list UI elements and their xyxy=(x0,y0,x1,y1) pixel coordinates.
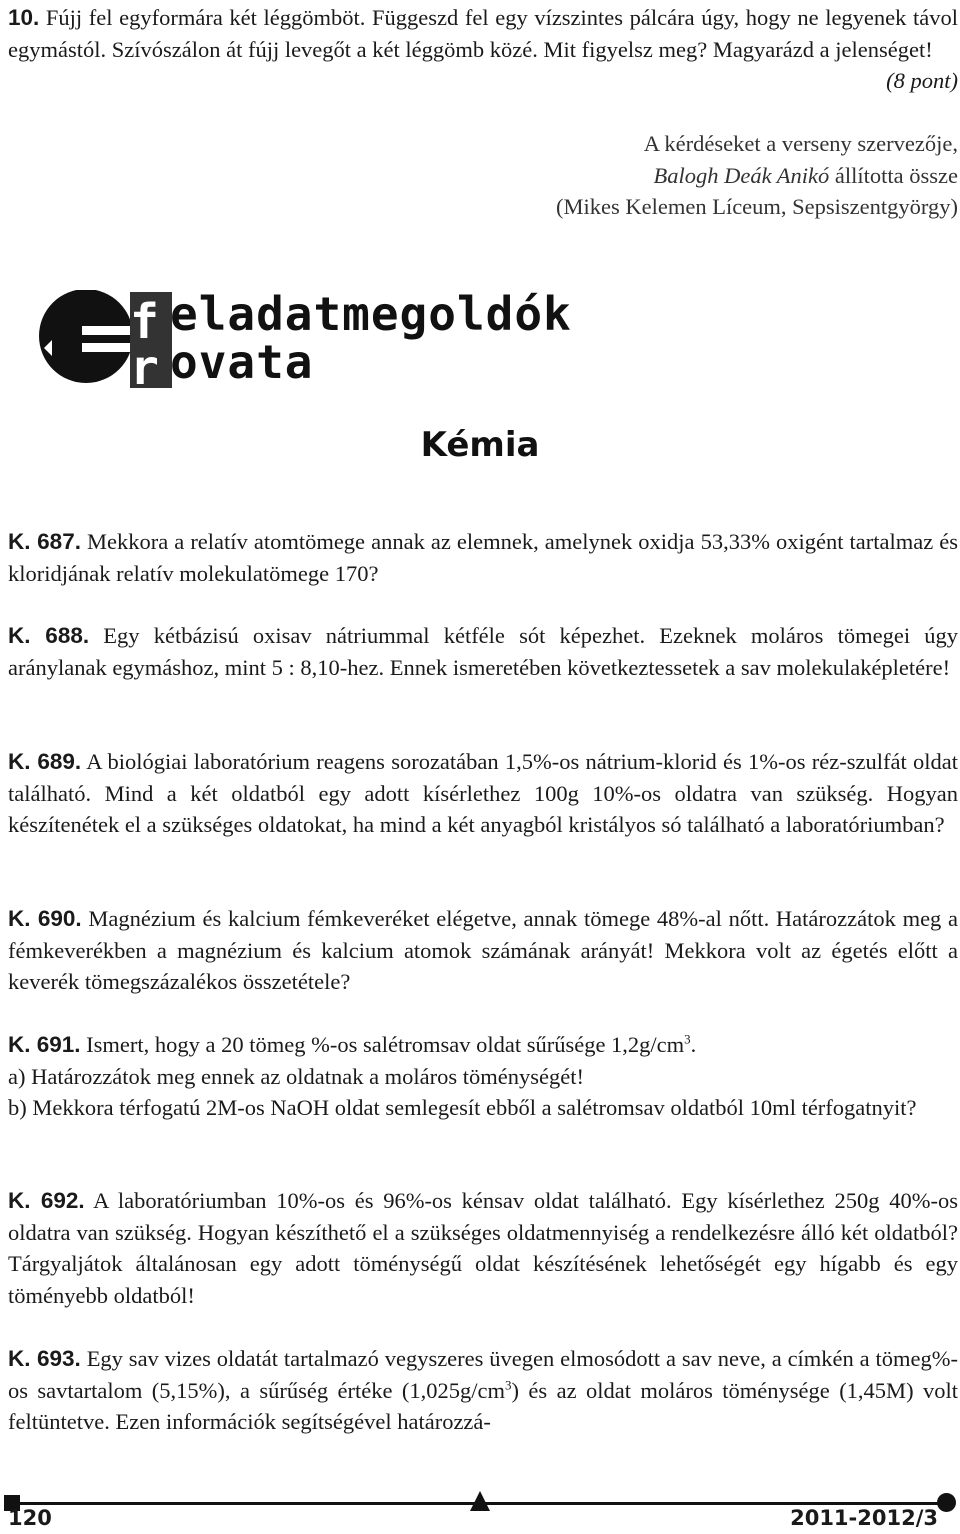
problem-number: K. 689. xyxy=(8,749,82,774)
page-footer xyxy=(0,1488,960,1534)
problem-number: K. 691. xyxy=(8,1032,81,1057)
intro-paragraph xyxy=(8,2,958,97)
circle-icon xyxy=(937,1493,956,1512)
problem-691-line xyxy=(8,1029,958,1061)
credits-line2 xyxy=(556,160,958,192)
page-number: 120 xyxy=(8,1506,52,1530)
section-title: Kémia xyxy=(420,425,540,465)
problem-693 xyxy=(8,1343,958,1438)
problem-number: K. 688. xyxy=(8,623,90,648)
problem-687 xyxy=(8,526,958,589)
section-logo xyxy=(38,287,618,390)
credits-author: Balogh Deák Anikó xyxy=(653,162,830,188)
credits xyxy=(556,128,958,223)
problem-text: Magnézium és kalcium fémkeveréket elégetve, annak tömege 48%-al nőtt. Határozzátok meg a fémkeverékben a magnézium és kalcium atomok számának arányát! Mekkora volt az égetés előtt a keverék tömegszázalékos összetétele? xyxy=(8,906,959,994)
credits-line3: (Mikes Kelemen Líceum, Sepsiszentgyörgy) xyxy=(556,194,958,219)
logo-line2: ovata xyxy=(170,335,314,389)
logo-line1: eladatmegoldók xyxy=(170,287,572,341)
superscript: 3 xyxy=(684,1031,691,1047)
problem-number: K. 693. xyxy=(8,1346,81,1371)
problem-text: Ismert, hogy a 20 tömeg %-os salétromsav oldat sűrűsége 1,2g/cm xyxy=(86,1032,685,1057)
problem-number: K. 690. xyxy=(8,906,82,931)
problem-691 xyxy=(8,1029,958,1124)
intro-number: 10. xyxy=(8,5,40,30)
credits-line2-rest: állította össze xyxy=(834,162,958,188)
problem-text-b: ) és az oldat moláros töménysége (1,45M) volt feltüntetve. Ezen információk segítségével határozzá- xyxy=(8,1377,958,1434)
problem-688 xyxy=(8,620,958,683)
triangle-icon xyxy=(470,1491,490,1511)
issue-label: 2011-2012/3 xyxy=(790,1506,938,1530)
problem-text-a: Egy sav vizes oldatát tartalmazó vegyszeres üvegen elmosódott a sav neve, a címkén a tömeg%-os savtartalom (5,15%), a sűrűség értéke (1,025g/cm xyxy=(8,1346,959,1403)
problem-690 xyxy=(8,903,958,998)
problem-text: Egy kétbázisú oxisav nátriummal kétféle sót képezhet. Ezeknek moláros tömegei úgy aránylanak egymáshoz, mint 5 : 8,10-hez. Ennek ismeretében következtessetek a sav molekulaképletére! xyxy=(8,623,959,680)
problem-689 xyxy=(8,746,958,841)
problem-text: Mekkora a relatív atomtömege annak az elemnek, amelynek oxidja 53,33% oxigént tartalmaz és kloridjának relatív molekulatömege 170? xyxy=(8,529,958,586)
intro-text: Fújj fel egyformára két léggömböt. Függeszd fel egy vízszintes pálcára úgy, hogy ne legyenek távol egymástól. Szívószálon át fújj levegőt a két léggömb közé. Mit figyelsz meg? Magyarázd a jelenséget! xyxy=(8,5,959,62)
problem-text: A laboratóriumban 10%-os és 96%-os kénsav oldat található. Egy kísérlethez 250g 40%-os oldatra van szükség. Hogyan készíthető el a szükséges oldatmennyiség a rendelkezésre álló két oldatból? Tárgyaljátok általánosan egy adott töménységű oldat készítésének lehetőségét egy hígabb és egy töményebb oldatból! xyxy=(8,1188,958,1308)
problem-692 xyxy=(8,1185,958,1311)
logo-initial-r: r xyxy=(130,340,159,390)
problem-691-b: b) Mekkora térfogatú 2M-os NaOH oldat semlegesít ebből a salétromsav oldatból 10ml térfogatnyit? xyxy=(8,1095,917,1120)
intro-points: (8 pont) xyxy=(886,68,958,93)
problem-text-end: . xyxy=(690,1032,697,1057)
logo-initial-f: f xyxy=(130,294,159,350)
problem-691-a: a) Határozzátok meg ennek az oldatnak a moláros töménységét! xyxy=(8,1063,585,1089)
credits-line1: A kérdéseket a verseny szervezője, xyxy=(643,131,958,156)
superscript: 3 xyxy=(505,1377,512,1392)
problem-number: K. 692. xyxy=(8,1188,85,1213)
problem-number: K. 687. xyxy=(8,529,81,554)
problem-text: A biológiai laboratórium reagens sorozatában 1,5%-os nátrium-klorid és 1%-os réz-szulfát oldat található. Mind a két oldatból egy adott kísérlethez 100g 10%-os oldatra van szükség. Hogyan készítenétek el a szükséges oldatokat, ha mind a két anyagból kristályos só található a laboratóriumban? xyxy=(8,749,958,837)
